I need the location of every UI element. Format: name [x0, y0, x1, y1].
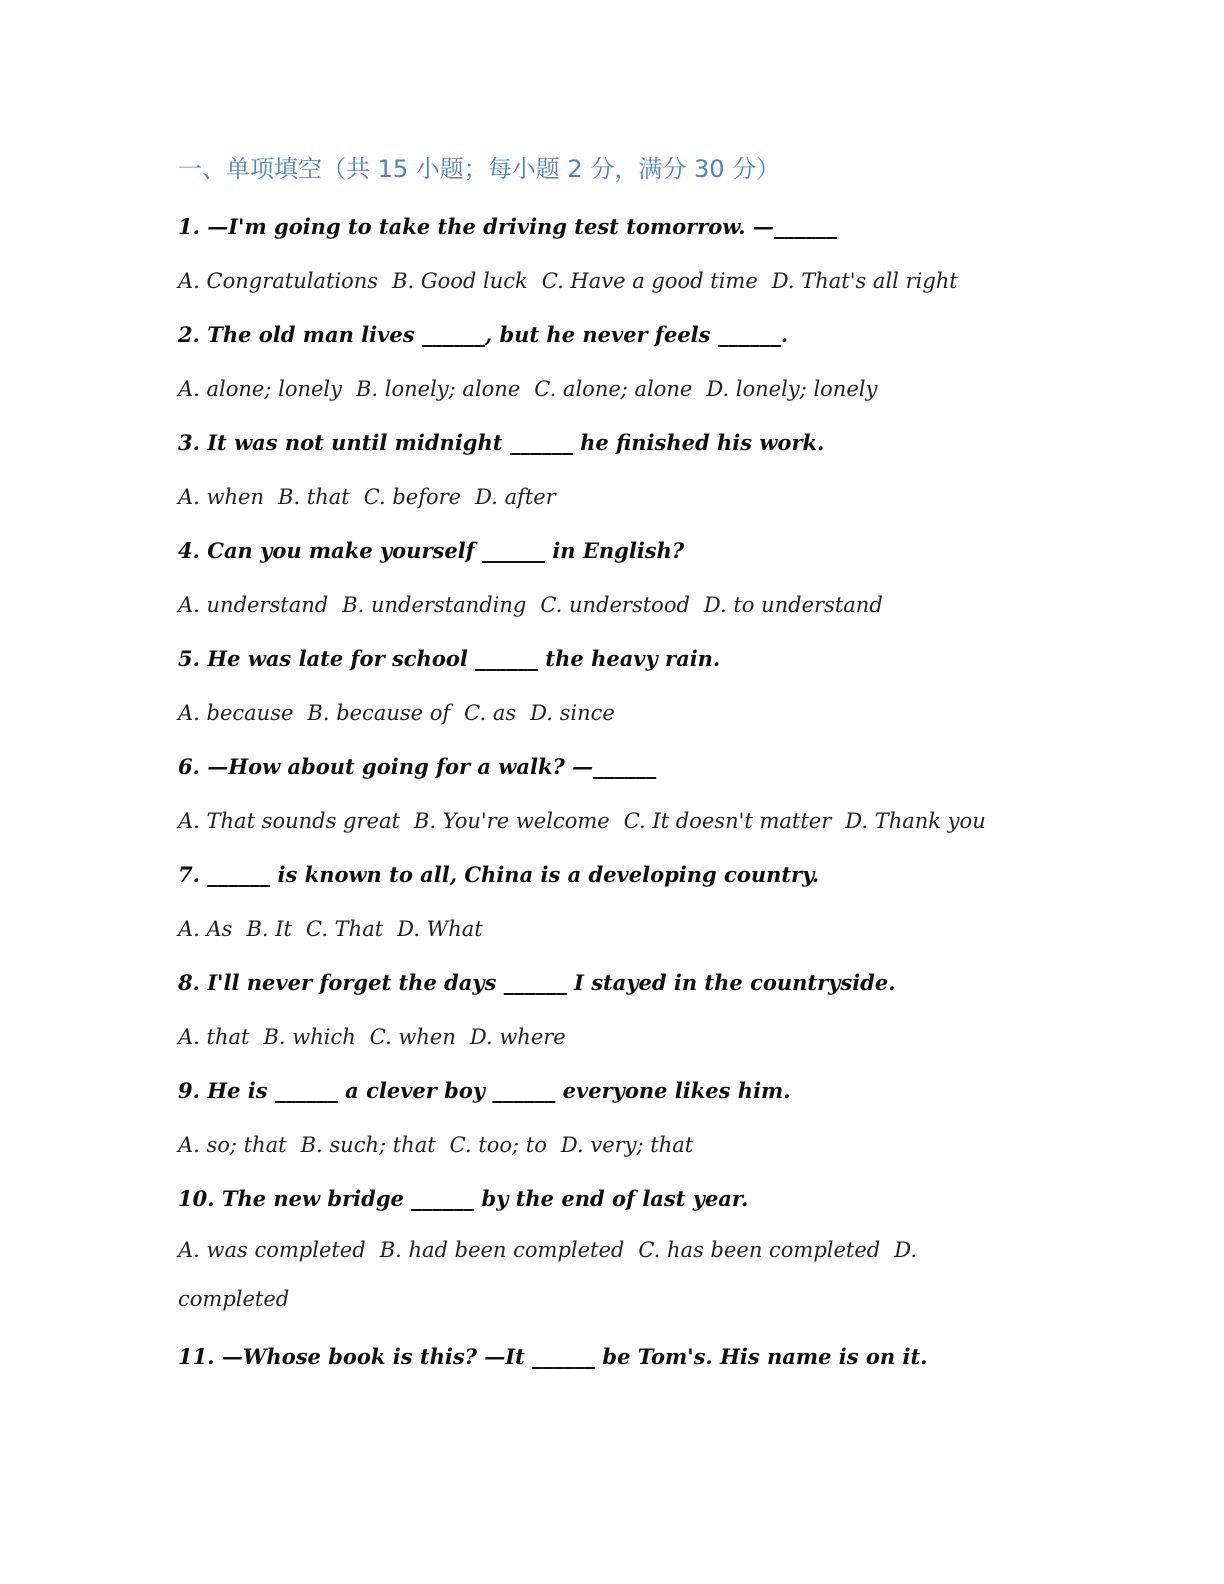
answer-option: B. which	[263, 1025, 356, 1049]
answer-option: C. has been completed	[638, 1238, 881, 1262]
answer-option: B. You're welcome	[413, 809, 610, 833]
answer-options	[178, 578, 1058, 632]
answer-option: A. when	[178, 485, 264, 509]
answer-option: C. Have a good time	[541, 269, 758, 293]
answer-option: B. Good luck	[392, 269, 528, 293]
question-stem: 10. The new bridge ______ by the end of last year.	[178, 1186, 749, 1211]
answer-option: D. That's all right	[771, 269, 958, 293]
answer-option: A. Congratulations	[178, 269, 379, 293]
answer-options	[178, 902, 1058, 956]
question-stem: 4. Can you make yourself ______ in English?	[178, 538, 685, 563]
answer-option: A. alone; lonely	[178, 377, 342, 401]
answer-option: A. As	[178, 917, 233, 941]
answer-option: B. had been completed	[379, 1238, 625, 1262]
question-stem: 7. ______ is known to all, China is a developing country.	[178, 862, 820, 887]
answer-options	[178, 1118, 1058, 1172]
question-stem: 2. The old man lives ______, but he never feels ______.	[178, 322, 789, 347]
answer-option: D. What	[397, 917, 483, 941]
question-stem: 8. I'll never forget the days ______ I stayed in the countryside.	[178, 970, 896, 995]
question-stem: 1. —I'm going to take the driving test tomorrow. —______	[178, 214, 837, 239]
answer-options	[178, 1226, 968, 1330]
answer-option: B. that	[277, 485, 350, 509]
answer-option: B. because of	[307, 701, 451, 725]
section-title: 一、单项填空（共 15 小题；每小题 2 分，满分 30 分）	[178, 155, 781, 183]
answer-option: C. alone; alone	[534, 377, 693, 401]
answer-options	[178, 470, 1058, 524]
answer-option: A. understand	[178, 593, 329, 617]
question-stem: 11. —Whose book is this? —It ______ be Tom's. His name is on it.	[178, 1344, 928, 1369]
answer-option: C. too; to	[449, 1133, 547, 1157]
exam-page	[178, 146, 1058, 1384]
answer-option: C. understood	[540, 593, 690, 617]
answer-options	[178, 254, 1058, 308]
answer-options	[178, 1010, 1058, 1064]
answer-option: C. That	[306, 917, 384, 941]
question-stem: 3. It was not until midnight ______ he finished his work.	[178, 430, 825, 455]
answer-option: B. It	[246, 917, 292, 941]
answer-option: C. as	[464, 701, 517, 725]
question-list	[178, 200, 1058, 1384]
answer-option: A. that	[178, 1025, 250, 1049]
answer-option: D. lonely; lonely	[706, 377, 878, 401]
answer-option: C. It doesn't matter	[623, 809, 832, 833]
answer-option: A. That sounds great	[178, 809, 400, 833]
answer-option: B. such; that	[300, 1133, 436, 1157]
answer-option: C. before	[363, 485, 462, 509]
answer-option: D. to understand	[703, 593, 883, 617]
answer-option: D. since	[530, 701, 615, 725]
answer-option: C. when	[369, 1025, 456, 1049]
answer-option: A. because	[178, 701, 294, 725]
answer-options	[178, 362, 1058, 416]
answer-option: B. lonely; alone	[356, 377, 521, 401]
answer-options	[178, 686, 1058, 740]
answer-option: D. where	[469, 1025, 566, 1049]
answer-option: D. after	[475, 485, 556, 509]
answer-option: D. Thank you	[845, 809, 986, 833]
answer-option: D. very; that	[560, 1133, 694, 1157]
answer-option: A. so; that	[178, 1133, 287, 1157]
answer-options	[178, 794, 1058, 848]
question-stem: 5. He was late for school ______ the heavy rain.	[178, 646, 721, 671]
question-stem: 6. —How about going for a walk? —______	[178, 754, 657, 779]
question-stem: 9. He is ______ a clever boy ______ everyone likes him.	[178, 1078, 791, 1103]
answer-option: B. understanding	[342, 593, 527, 617]
answer-option: A. was completed	[178, 1238, 366, 1262]
answer-option: D. completed	[178, 1238, 918, 1311]
